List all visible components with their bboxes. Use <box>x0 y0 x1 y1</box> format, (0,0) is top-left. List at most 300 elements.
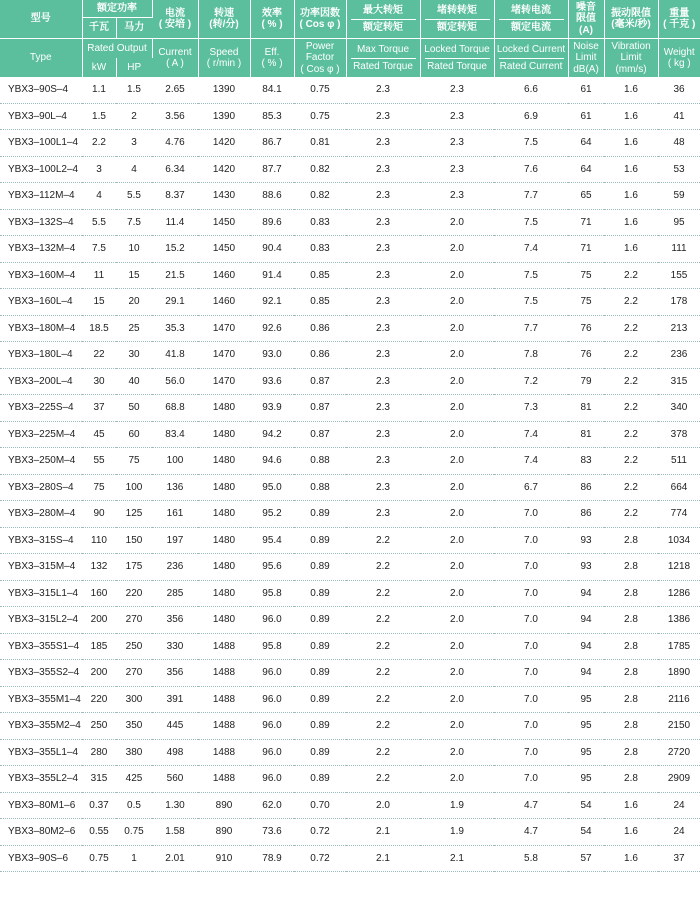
cell-efficiency: 96.0 <box>250 686 294 713</box>
cell-noise-limit: 86 <box>568 474 604 501</box>
cell-locked-torque-ratio: 1.9 <box>420 792 494 819</box>
cell-efficiency: 96.0 <box>250 607 294 634</box>
cell-max-torque-ratio: 2.2 <box>346 527 420 554</box>
cell-efficiency: 85.3 <box>250 103 294 130</box>
cell-current: 356 <box>152 660 198 687</box>
cell-hp: 220 <box>116 580 152 607</box>
cell-locked-current-ratio: 7.0 <box>494 580 568 607</box>
cell-noise-limit: 93 <box>568 527 604 554</box>
cell-kw: 22 <box>82 342 116 369</box>
cell-type: YBX3–100L2–4 <box>0 156 82 183</box>
cell-efficiency: 86.7 <box>250 130 294 157</box>
cell-hp: 1 <box>116 845 152 872</box>
header-max-torque-en: Max Torque Rated Torque <box>346 39 420 78</box>
cell-power-factor: 0.87 <box>294 395 346 422</box>
cell-noise-limit: 61 <box>568 77 604 103</box>
cell-current: 498 <box>152 739 198 766</box>
cell-max-torque-ratio: 2.3 <box>346 395 420 422</box>
cell-vibration-limit: 2.8 <box>604 607 658 634</box>
cell-power-factor: 0.75 <box>294 77 346 103</box>
cell-locked-torque-ratio: 2.0 <box>420 342 494 369</box>
cell-weight: 1890 <box>658 660 700 687</box>
cell-noise-limit: 65 <box>568 183 604 210</box>
cell-hp: 50 <box>116 395 152 422</box>
cell-kw: 1.1 <box>82 77 116 103</box>
table-row <box>0 580 700 607</box>
cell-noise-limit: 75 <box>568 289 604 316</box>
cell-vibration-limit: 2.8 <box>604 686 658 713</box>
cell-type: YBX3–180L–4 <box>0 342 82 369</box>
cell-vibration-limit: 2.2 <box>604 315 658 342</box>
cell-type: YBX3–132M–4 <box>0 236 82 263</box>
cell-type: YBX3–160M–4 <box>0 262 82 289</box>
cell-power-factor: 0.70 <box>294 792 346 819</box>
cell-kw: 0.55 <box>82 819 116 846</box>
cell-hp: 250 <box>116 633 152 660</box>
cell-kw: 0.37 <box>82 792 116 819</box>
cell-max-torque-ratio: 2.2 <box>346 660 420 687</box>
cell-type: YBX3–80M1–6 <box>0 792 82 819</box>
cell-type: YBX3–180M–4 <box>0 315 82 342</box>
cell-power-factor: 0.89 <box>294 501 346 528</box>
header-rated-power-zh: 额定功率 <box>82 0 152 18</box>
table-row <box>0 739 700 766</box>
cell-locked-torque-ratio: 2.0 <box>420 527 494 554</box>
cell-max-torque-ratio: 2.3 <box>346 183 420 210</box>
cell-locked-torque-ratio: 2.3 <box>420 130 494 157</box>
cell-max-torque-ratio: 2.3 <box>346 77 420 103</box>
cell-vibration-limit: 1.6 <box>604 209 658 236</box>
cell-max-torque-ratio: 2.0 <box>346 792 420 819</box>
cell-type: YBX3–225M–4 <box>0 421 82 448</box>
cell-speed: 1480 <box>198 421 250 448</box>
cell-speed: 1390 <box>198 77 250 103</box>
cell-hp: 300 <box>116 686 152 713</box>
cell-efficiency: 92.6 <box>250 315 294 342</box>
cell-locked-torque-ratio: 2.0 <box>420 686 494 713</box>
cell-efficiency: 87.7 <box>250 156 294 183</box>
cell-locked-torque-ratio: 2.0 <box>420 660 494 687</box>
cell-locked-current-ratio: 7.0 <box>494 686 568 713</box>
cell-hp: 270 <box>116 607 152 634</box>
cell-current: 15.2 <box>152 236 198 263</box>
cell-speed: 1420 <box>198 130 250 157</box>
cell-efficiency: 93.6 <box>250 368 294 395</box>
cell-noise-limit: 94 <box>568 607 604 634</box>
cell-locked-current-ratio: 7.0 <box>494 660 568 687</box>
cell-max-torque-ratio: 2.3 <box>346 130 420 157</box>
table-row <box>0 607 700 634</box>
cell-current: 83.4 <box>152 421 198 448</box>
cell-vibration-limit: 1.6 <box>604 819 658 846</box>
cell-current: 136 <box>152 474 198 501</box>
cell-max-torque-ratio: 2.3 <box>346 236 420 263</box>
cell-type: YBX3–355L1–4 <box>0 739 82 766</box>
cell-noise-limit: 64 <box>568 130 604 157</box>
cell-max-torque-ratio: 2.2 <box>346 739 420 766</box>
cell-weight: 236 <box>658 342 700 369</box>
cell-locked-current-ratio: 7.0 <box>494 501 568 528</box>
cell-vibration-limit: 2.2 <box>604 368 658 395</box>
cell-weight: 24 <box>658 792 700 819</box>
cell-kw: 250 <box>82 713 116 740</box>
header-vibration-en: Vibration Limit (mm/s) <box>604 39 658 78</box>
cell-weight: 1034 <box>658 527 700 554</box>
cell-speed: 1488 <box>198 633 250 660</box>
header-kw-en: kW <box>82 58 116 77</box>
cell-efficiency: 96.0 <box>250 660 294 687</box>
cell-power-factor: 0.75 <box>294 103 346 130</box>
table-row <box>0 845 700 872</box>
cell-current: 56.0 <box>152 368 198 395</box>
cell-type: YBX3–280M–4 <box>0 501 82 528</box>
cell-efficiency: 95.6 <box>250 554 294 581</box>
cell-hp: 380 <box>116 739 152 766</box>
cell-locked-current-ratio: 5.8 <box>494 845 568 872</box>
cell-efficiency: 92.1 <box>250 289 294 316</box>
cell-locked-current-ratio: 4.7 <box>494 792 568 819</box>
cell-weight: 111 <box>658 236 700 263</box>
cell-power-factor: 0.86 <box>294 342 346 369</box>
table-row <box>0 713 700 740</box>
cell-power-factor: 0.82 <box>294 156 346 183</box>
cell-locked-current-ratio: 7.4 <box>494 236 568 263</box>
cell-vibration-limit: 2.8 <box>604 660 658 687</box>
cell-power-factor: 0.83 <box>294 236 346 263</box>
cell-efficiency: 95.4 <box>250 527 294 554</box>
cell-speed: 1470 <box>198 342 250 369</box>
cell-locked-torque-ratio: 2.0 <box>420 209 494 236</box>
cell-vibration-limit: 2.8 <box>604 527 658 554</box>
cell-noise-limit: 57 <box>568 845 604 872</box>
cell-hp: 25 <box>116 315 152 342</box>
cell-speed: 1430 <box>198 183 250 210</box>
table-row <box>0 236 700 263</box>
cell-current: 1.30 <box>152 792 198 819</box>
cell-kw: 4 <box>82 183 116 210</box>
cell-locked-torque-ratio: 2.0 <box>420 289 494 316</box>
cell-noise-limit: 76 <box>568 342 604 369</box>
cell-weight: 664 <box>658 474 700 501</box>
cell-current: 285 <box>152 580 198 607</box>
cell-weight: 2150 <box>658 713 700 740</box>
cell-speed: 1480 <box>198 448 250 475</box>
cell-max-torque-ratio: 2.2 <box>346 713 420 740</box>
cell-speed: 1390 <box>198 103 250 130</box>
cell-efficiency: 89.6 <box>250 209 294 236</box>
cell-speed: 1480 <box>198 501 250 528</box>
cell-kw: 90 <box>82 501 116 528</box>
cell-current: 391 <box>152 686 198 713</box>
cell-vibration-limit: 1.6 <box>604 130 658 157</box>
cell-noise-limit: 95 <box>568 739 604 766</box>
cell-power-factor: 0.87 <box>294 421 346 448</box>
cell-weight: 2909 <box>658 766 700 793</box>
cell-max-torque-ratio: 2.3 <box>346 474 420 501</box>
cell-type: YBX3–100L1–4 <box>0 130 82 157</box>
cell-hp: 0.5 <box>116 792 152 819</box>
table-header <box>0 0 700 77</box>
cell-kw: 315 <box>82 766 116 793</box>
cell-weight: 41 <box>658 103 700 130</box>
table-row <box>0 766 700 793</box>
cell-vibration-limit: 2.8 <box>604 739 658 766</box>
cell-kw: 1.5 <box>82 103 116 130</box>
cell-kw: 55 <box>82 448 116 475</box>
cell-kw: 18.5 <box>82 315 116 342</box>
cell-type: YBX3–90S–4 <box>0 77 82 103</box>
cell-max-torque-ratio: 2.2 <box>346 633 420 660</box>
cell-kw: 132 <box>82 554 116 581</box>
cell-power-factor: 0.72 <box>294 845 346 872</box>
cell-current: 2.65 <box>152 77 198 103</box>
cell-noise-limit: 94 <box>568 660 604 687</box>
table-row <box>0 103 700 130</box>
cell-noise-limit: 94 <box>568 580 604 607</box>
cell-locked-current-ratio: 7.8 <box>494 342 568 369</box>
cell-kw: 220 <box>82 686 116 713</box>
cell-speed: 1460 <box>198 262 250 289</box>
cell-kw: 30 <box>82 368 116 395</box>
cell-vibration-limit: 2.8 <box>604 554 658 581</box>
cell-speed: 1488 <box>198 766 250 793</box>
cell-type: YBX3–315L1–4 <box>0 580 82 607</box>
cell-weight: 2116 <box>658 686 700 713</box>
cell-vibration-limit: 1.6 <box>604 236 658 263</box>
cell-current: 11.4 <box>152 209 198 236</box>
cell-power-factor: 0.89 <box>294 686 346 713</box>
cell-vibration-limit: 2.2 <box>604 395 658 422</box>
cell-current: 100 <box>152 448 198 475</box>
cell-kw: 110 <box>82 527 116 554</box>
cell-weight: 1286 <box>658 580 700 607</box>
cell-locked-current-ratio: 7.5 <box>494 289 568 316</box>
cell-locked-current-ratio: 7.0 <box>494 766 568 793</box>
header-type-en: Type <box>0 39 82 78</box>
cell-vibration-limit: 1.6 <box>604 103 658 130</box>
cell-speed: 910 <box>198 845 250 872</box>
cell-weight: 774 <box>658 501 700 528</box>
cell-noise-limit: 94 <box>568 633 604 660</box>
cell-weight: 511 <box>658 448 700 475</box>
cell-type: YBX3–90L–4 <box>0 103 82 130</box>
cell-type: YBX3–225S–4 <box>0 395 82 422</box>
cell-vibration-limit: 2.2 <box>604 421 658 448</box>
cell-type: YBX3–355L2–4 <box>0 766 82 793</box>
cell-current: 197 <box>152 527 198 554</box>
cell-power-factor: 0.85 <box>294 262 346 289</box>
cell-hp: 15 <box>116 262 152 289</box>
cell-efficiency: 95.8 <box>250 633 294 660</box>
cell-power-factor: 0.89 <box>294 527 346 554</box>
cell-max-torque-ratio: 2.3 <box>346 501 420 528</box>
cell-weight: 2720 <box>658 739 700 766</box>
cell-weight: 1785 <box>658 633 700 660</box>
cell-max-torque-ratio: 2.3 <box>346 262 420 289</box>
cell-weight: 37 <box>658 845 700 872</box>
table-row <box>0 686 700 713</box>
cell-hp: 350 <box>116 713 152 740</box>
header-pf-zh: 功率因数 ( Cos φ ) <box>294 0 346 39</box>
cell-current: 8.37 <box>152 183 198 210</box>
cell-locked-current-ratio: 7.0 <box>494 633 568 660</box>
cell-weight: 36 <box>658 77 700 103</box>
cell-current: 41.8 <box>152 342 198 369</box>
cell-type: YBX3–315L2–4 <box>0 607 82 634</box>
table-row <box>0 342 700 369</box>
cell-max-torque-ratio: 2.2 <box>346 686 420 713</box>
header-type-zh: 型号 <box>0 0 82 39</box>
cell-max-torque-ratio: 2.3 <box>346 315 420 342</box>
cell-power-factor: 0.86 <box>294 315 346 342</box>
cell-locked-torque-ratio: 2.0 <box>420 236 494 263</box>
cell-hp: 2 <box>116 103 152 130</box>
header-eff-zh: 效率 ( % ) <box>250 0 294 39</box>
cell-kw: 45 <box>82 421 116 448</box>
cell-locked-torque-ratio: 2.3 <box>420 77 494 103</box>
cell-efficiency: 96.0 <box>250 713 294 740</box>
cell-type: YBX3–315S–4 <box>0 527 82 554</box>
cell-kw: 280 <box>82 739 116 766</box>
cell-speed: 890 <box>198 819 250 846</box>
table-row <box>0 421 700 448</box>
cell-power-factor: 0.89 <box>294 580 346 607</box>
cell-type: YBX3–160L–4 <box>0 289 82 316</box>
cell-locked-current-ratio: 7.5 <box>494 262 568 289</box>
table-row <box>0 792 700 819</box>
cell-noise-limit: 75 <box>568 262 604 289</box>
cell-locked-current-ratio: 7.4 <box>494 421 568 448</box>
cell-locked-torque-ratio: 2.0 <box>420 448 494 475</box>
cell-max-torque-ratio: 2.2 <box>346 554 420 581</box>
cell-speed: 1480 <box>198 527 250 554</box>
table-row <box>0 262 700 289</box>
header-hp-en: HP <box>116 58 152 77</box>
header-noise-zh: 噪音 限值 (A) <box>568 0 604 39</box>
cell-speed: 1488 <box>198 739 250 766</box>
cell-locked-torque-ratio: 2.0 <box>420 580 494 607</box>
cell-speed: 1488 <box>198 686 250 713</box>
cell-max-torque-ratio: 2.3 <box>346 368 420 395</box>
cell-kw: 2.2 <box>82 130 116 157</box>
cell-efficiency: 84.1 <box>250 77 294 103</box>
cell-vibration-limit: 1.6 <box>604 845 658 872</box>
cell-locked-torque-ratio: 2.3 <box>420 183 494 210</box>
cell-power-factor: 0.89 <box>294 660 346 687</box>
cell-locked-current-ratio: 7.6 <box>494 156 568 183</box>
cell-kw: 3 <box>82 156 116 183</box>
cell-vibration-limit: 1.6 <box>604 156 658 183</box>
cell-type: YBX3–90S–6 <box>0 845 82 872</box>
header-speed-zh: 转速 (转/分) <box>198 0 250 39</box>
cell-hp: 125 <box>116 501 152 528</box>
cell-hp: 175 <box>116 554 152 581</box>
cell-noise-limit: 95 <box>568 713 604 740</box>
table-row <box>0 77 700 103</box>
cell-max-torque-ratio: 2.2 <box>346 766 420 793</box>
cell-efficiency: 73.6 <box>250 819 294 846</box>
cell-locked-torque-ratio: 1.9 <box>420 819 494 846</box>
header-kw-zh: 千瓦 <box>82 18 116 39</box>
cell-kw: 5.5 <box>82 209 116 236</box>
header-eff-en: Eff. ( % ) <box>250 39 294 78</box>
table-row <box>0 554 700 581</box>
cell-weight: 59 <box>658 183 700 210</box>
cell-locked-current-ratio: 7.0 <box>494 713 568 740</box>
cell-locked-torque-ratio: 2.0 <box>420 633 494 660</box>
cell-type: YBX3–355M1–4 <box>0 686 82 713</box>
cell-efficiency: 95.8 <box>250 580 294 607</box>
cell-kw: 75 <box>82 474 116 501</box>
cell-kw: 7.5 <box>82 236 116 263</box>
cell-vibration-limit: 2.8 <box>604 766 658 793</box>
cell-current: 236 <box>152 554 198 581</box>
cell-vibration-limit: 1.6 <box>604 792 658 819</box>
cell-locked-torque-ratio: 2.0 <box>420 474 494 501</box>
cell-max-torque-ratio: 2.3 <box>346 209 420 236</box>
cell-noise-limit: 54 <box>568 792 604 819</box>
cell-kw: 200 <box>82 607 116 634</box>
cell-power-factor: 0.82 <box>294 183 346 210</box>
cell-locked-torque-ratio: 2.0 <box>420 368 494 395</box>
cell-hp: 60 <box>116 421 152 448</box>
cell-power-factor: 0.89 <box>294 607 346 634</box>
cell-locked-torque-ratio: 2.0 <box>420 713 494 740</box>
cell-current: 6.34 <box>152 156 198 183</box>
cell-power-factor: 0.87 <box>294 368 346 395</box>
cell-type: YBX3–355S2–4 <box>0 660 82 687</box>
table-row <box>0 660 700 687</box>
cell-locked-current-ratio: 7.4 <box>494 448 568 475</box>
cell-speed: 1480 <box>198 395 250 422</box>
cell-efficiency: 62.0 <box>250 792 294 819</box>
table-row <box>0 289 700 316</box>
cell-max-torque-ratio: 2.1 <box>346 845 420 872</box>
cell-hp: 40 <box>116 368 152 395</box>
cell-locked-torque-ratio: 2.0 <box>420 315 494 342</box>
cell-vibration-limit: 1.6 <box>604 183 658 210</box>
cell-noise-limit: 95 <box>568 686 604 713</box>
header-speed-en: Speed ( r/min ) <box>198 39 250 78</box>
cell-hp: 20 <box>116 289 152 316</box>
cell-current: 161 <box>152 501 198 528</box>
cell-type: YBX3–355M2–4 <box>0 713 82 740</box>
table-row <box>0 209 700 236</box>
cell-locked-current-ratio: 7.0 <box>494 739 568 766</box>
header-locked-torque-zh: 堵转转矩 额定转矩 <box>420 0 494 39</box>
cell-noise-limit: 61 <box>568 103 604 130</box>
cell-locked-torque-ratio: 2.0 <box>420 554 494 581</box>
cell-vibration-limit: 2.2 <box>604 289 658 316</box>
cell-weight: 1218 <box>658 554 700 581</box>
cell-speed: 1450 <box>198 236 250 263</box>
cell-efficiency: 90.4 <box>250 236 294 263</box>
cell-power-factor: 0.72 <box>294 819 346 846</box>
cell-locked-current-ratio: 7.2 <box>494 368 568 395</box>
table-row <box>0 395 700 422</box>
cell-efficiency: 94.2 <box>250 421 294 448</box>
cell-speed: 890 <box>198 792 250 819</box>
cell-kw: 160 <box>82 580 116 607</box>
cell-efficiency: 78.9 <box>250 845 294 872</box>
cell-power-factor: 0.89 <box>294 554 346 581</box>
table-row <box>0 819 700 846</box>
cell-max-torque-ratio: 2.3 <box>346 421 420 448</box>
header-hp-zh: 马力 <box>116 18 152 39</box>
cell-weight: 378 <box>658 421 700 448</box>
cell-locked-current-ratio: 7.0 <box>494 554 568 581</box>
cell-speed: 1470 <box>198 315 250 342</box>
